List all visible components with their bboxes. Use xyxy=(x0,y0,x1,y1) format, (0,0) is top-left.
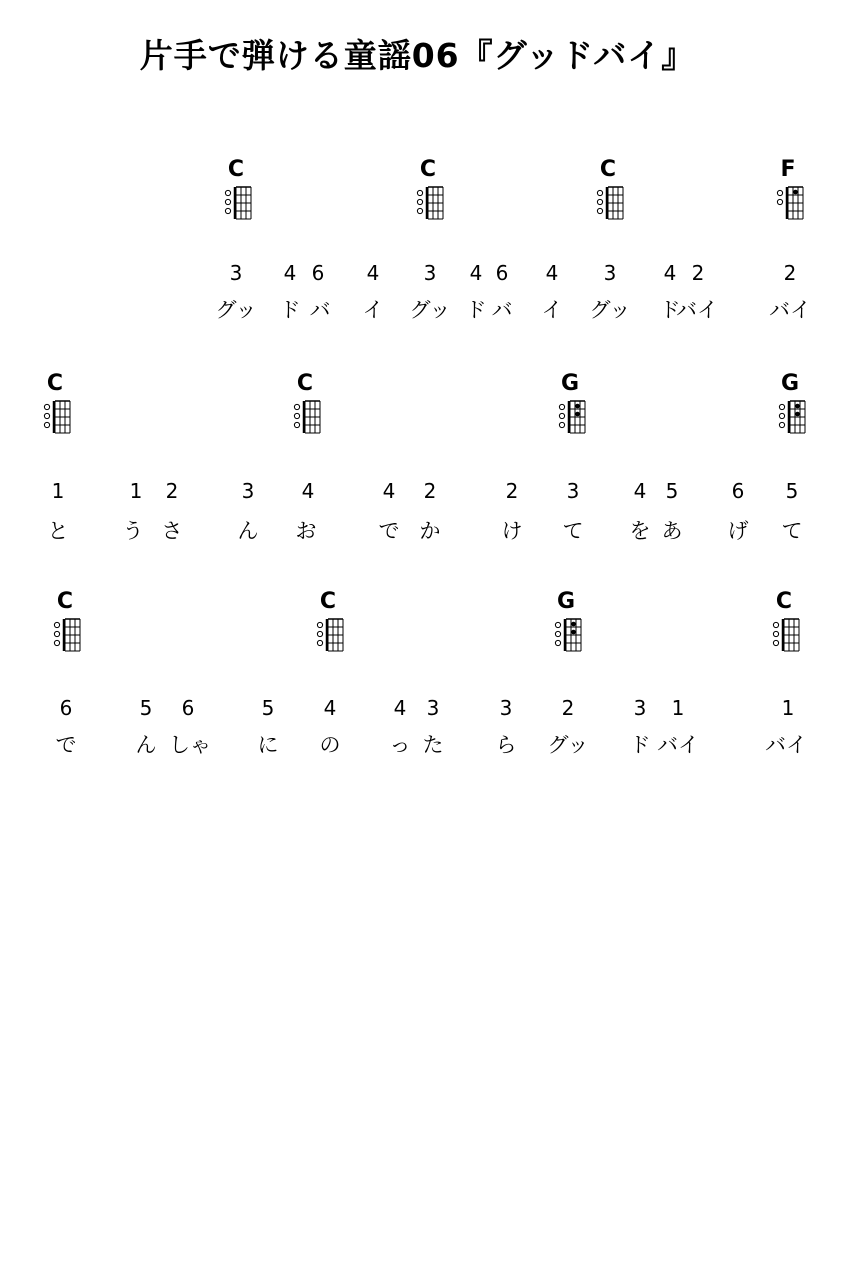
note-number: 4 xyxy=(633,479,647,503)
chord-c xyxy=(754,590,814,658)
lyric-syllable: イ xyxy=(362,298,384,322)
open-string-marker xyxy=(773,622,778,627)
note-number: 5 xyxy=(139,696,153,720)
lyric-syllable: け xyxy=(501,519,523,543)
lyric-syllable: の xyxy=(319,733,341,757)
open-string-marker xyxy=(294,422,299,427)
chord-name: C xyxy=(419,157,437,182)
note-number: 3 xyxy=(566,479,580,503)
finger-dot xyxy=(793,190,798,195)
lyric-syllable: ん xyxy=(237,519,259,543)
chord-c xyxy=(398,158,458,226)
open-string-marker xyxy=(777,190,782,195)
chord-name: G xyxy=(556,589,576,614)
finger-dot xyxy=(795,404,800,409)
note-number: 5 xyxy=(665,479,679,503)
chord-diagram-c xyxy=(285,398,325,440)
lyric-syllable: っ xyxy=(389,733,411,757)
note-number: 6 xyxy=(181,696,195,720)
chord-diagram-f xyxy=(768,184,808,226)
chord-name: C xyxy=(319,589,337,614)
open-string-marker xyxy=(54,631,59,636)
chord-diagram-c xyxy=(308,616,348,658)
open-string-marker xyxy=(54,640,59,645)
lyric-syllable: た xyxy=(422,733,444,757)
lyric-syllable: て xyxy=(781,519,803,543)
lyric-syllable: で xyxy=(55,733,77,757)
chord-f xyxy=(758,158,818,226)
chord-c xyxy=(35,590,95,658)
chord-diagram-g xyxy=(550,398,590,440)
note-number: 2 xyxy=(423,479,437,503)
note-number: 6 xyxy=(731,479,745,503)
chord-name: C xyxy=(46,371,64,396)
lyric-syllable: ん xyxy=(135,733,157,757)
note-number: 4 xyxy=(469,261,483,285)
open-string-marker xyxy=(559,404,564,409)
note-number: 4 xyxy=(663,261,677,285)
lyric-syllable: バイ xyxy=(657,733,699,757)
lyric-syllable: ド xyxy=(279,298,301,322)
lyric-syllable: さ xyxy=(161,519,183,543)
chord-name: C xyxy=(775,589,793,614)
finger-dot xyxy=(571,630,576,635)
lyric-syllable: ド xyxy=(659,298,681,322)
note-number: 6 xyxy=(495,261,509,285)
note-number: 4 xyxy=(283,261,297,285)
open-string-marker xyxy=(44,413,49,418)
finger-dot xyxy=(795,412,800,417)
chord-diagram-g xyxy=(770,398,810,440)
open-string-marker xyxy=(417,199,422,204)
note-number: 1 xyxy=(671,696,685,720)
note-number: 3 xyxy=(603,261,617,285)
note-number: 3 xyxy=(229,261,243,285)
open-string-marker xyxy=(225,208,230,213)
lyric-syllable: あ xyxy=(661,519,683,543)
note-number: 4 xyxy=(393,696,407,720)
lyric-syllable: ド xyxy=(629,733,651,757)
open-string-marker xyxy=(777,199,782,204)
lyric-syllable: バイ xyxy=(765,733,807,757)
note-number: 2 xyxy=(691,261,705,285)
chord-diagram-c xyxy=(408,184,448,226)
chord-name: F xyxy=(780,157,796,182)
chord-c xyxy=(206,158,266,226)
chord-g xyxy=(760,372,820,440)
open-string-marker xyxy=(417,190,422,195)
lyric-syllable: で xyxy=(378,519,400,543)
note-number: 4 xyxy=(382,479,396,503)
note-number: 5 xyxy=(261,696,275,720)
note-number: 2 xyxy=(783,261,797,285)
note-number: 4 xyxy=(366,261,380,285)
finger-dot xyxy=(575,404,580,409)
chord-name: C xyxy=(599,157,617,182)
finger-dot xyxy=(575,412,580,417)
lyric-syllable: グッ xyxy=(409,298,451,322)
lyric-syllable: う xyxy=(122,519,144,543)
note-number: 6 xyxy=(311,261,325,285)
lyric-syllable: ド xyxy=(465,298,487,322)
lyric-syllable: て xyxy=(562,519,584,543)
chord-c xyxy=(25,372,85,440)
note-number: 3 xyxy=(633,696,647,720)
open-string-marker xyxy=(417,208,422,213)
lyric-syllable: グッ xyxy=(215,298,257,322)
note-number: 2 xyxy=(505,479,519,503)
open-string-marker xyxy=(597,190,602,195)
chord-diagram-g xyxy=(546,616,586,658)
lyric-syllable: バ xyxy=(309,298,331,322)
open-string-marker xyxy=(317,622,322,627)
open-string-marker xyxy=(44,404,49,409)
chord-name: C xyxy=(296,371,314,396)
note-number: 4 xyxy=(545,261,559,285)
lyric-syllable: グッ xyxy=(589,298,631,322)
note-number: 6 xyxy=(59,696,73,720)
open-string-marker xyxy=(555,640,560,645)
lyric-syllable: イ xyxy=(541,298,563,322)
chord-name: G xyxy=(780,371,800,396)
note-number: 5 xyxy=(785,479,799,503)
open-string-marker xyxy=(773,640,778,645)
note-number: 3 xyxy=(423,261,437,285)
note-number: 4 xyxy=(301,479,315,503)
lyric-syllable: バイ xyxy=(676,298,718,322)
finger-dot xyxy=(571,622,576,627)
chord-diagram-c xyxy=(588,184,628,226)
open-string-marker xyxy=(597,208,602,213)
note-number: 1 xyxy=(51,479,65,503)
chord-diagram-c xyxy=(764,616,804,658)
open-string-marker xyxy=(779,422,784,427)
note-number: 3 xyxy=(241,479,255,503)
chord-diagram-c xyxy=(216,184,256,226)
lyric-syllable: げ xyxy=(727,519,749,543)
open-string-marker xyxy=(294,413,299,418)
chord-c xyxy=(298,590,358,658)
chord-diagram-c xyxy=(45,616,85,658)
note-number: 3 xyxy=(499,696,513,720)
lyric-syllable: を xyxy=(629,519,651,543)
open-string-marker xyxy=(779,413,784,418)
open-string-marker xyxy=(597,199,602,204)
chord-g xyxy=(536,590,596,658)
chord-c xyxy=(578,158,638,226)
lyric-syllable: バイ xyxy=(769,298,811,322)
open-string-marker xyxy=(317,631,322,636)
note-number: 1 xyxy=(781,696,795,720)
open-string-marker xyxy=(773,631,778,636)
chord-name: C xyxy=(227,157,245,182)
open-string-marker xyxy=(225,199,230,204)
note-number: 3 xyxy=(426,696,440,720)
lyric-syllable: しゃ xyxy=(169,733,211,757)
chord-name: C xyxy=(56,589,74,614)
lyric-syllable: と xyxy=(47,519,69,543)
lyric-syllable: か xyxy=(419,519,441,543)
open-string-marker xyxy=(555,631,560,636)
open-string-marker xyxy=(555,622,560,627)
open-string-marker xyxy=(54,622,59,627)
note-number: 2 xyxy=(165,479,179,503)
open-string-marker xyxy=(225,190,230,195)
chord-c xyxy=(275,372,335,440)
open-string-marker xyxy=(779,404,784,409)
open-string-marker xyxy=(44,422,49,427)
open-string-marker xyxy=(559,422,564,427)
lyric-syllable: に xyxy=(257,733,279,757)
lyric-syllable: グッ xyxy=(547,733,589,757)
chord-g xyxy=(540,372,600,440)
note-number: 1 xyxy=(129,479,143,503)
lyric-syllable: バ xyxy=(491,298,513,322)
page-title: 片手で弾ける童謡06『グッドバイ』 xyxy=(139,36,696,75)
chord-diagram-c xyxy=(35,398,75,440)
open-string-marker xyxy=(294,404,299,409)
lyric-syllable: ら xyxy=(495,733,517,757)
open-string-marker xyxy=(317,640,322,645)
chord-name: G xyxy=(560,371,580,396)
note-number: 4 xyxy=(323,696,337,720)
lyric-syllable: お xyxy=(295,519,317,543)
open-string-marker xyxy=(559,413,564,418)
note-number: 2 xyxy=(561,696,575,720)
